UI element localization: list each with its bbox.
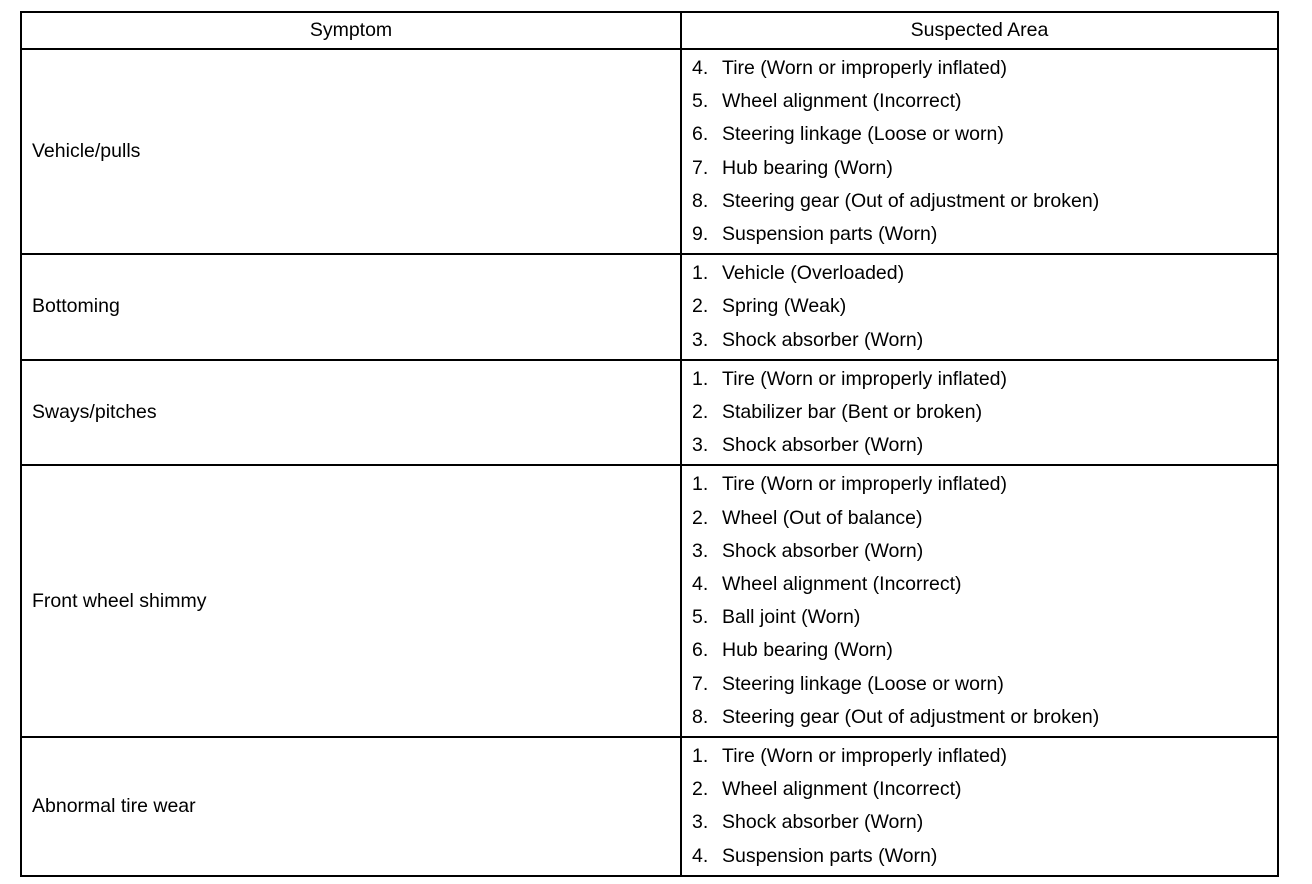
list-item bbox=[692, 806, 1277, 839]
item-number: 2. bbox=[692, 295, 709, 318]
item-text: Steering linkage (Loose or worn) bbox=[722, 672, 1004, 695]
item-number: 3. bbox=[692, 328, 709, 351]
item-text: Suspension parts (Worn) bbox=[722, 223, 938, 246]
item-text: Vehicle (Overloaded) bbox=[722, 262, 905, 285]
list-item bbox=[692, 568, 1277, 601]
item-number: 6. bbox=[692, 123, 709, 146]
list-item bbox=[692, 468, 1277, 501]
item-text: Steering gear (Out of adjustment or broken) bbox=[722, 705, 1100, 728]
table-body bbox=[21, 49, 1278, 876]
item-text: Wheel alignment (Incorrect) bbox=[722, 573, 962, 596]
suspected-area-list bbox=[692, 363, 1277, 463]
symptom-cell: Sways/pitches bbox=[21, 360, 681, 466]
list-item bbox=[692, 773, 1277, 806]
suspected-area-list bbox=[692, 257, 1277, 357]
symptom-cell: Front wheel shimmy bbox=[21, 465, 681, 737]
item-text: Shock absorber (Worn) bbox=[722, 328, 924, 351]
suspected-area-cell bbox=[681, 737, 1278, 876]
item-number: 3. bbox=[692, 811, 709, 834]
item-text: Ball joint (Worn) bbox=[722, 606, 861, 629]
table-row bbox=[21, 465, 1278, 737]
table-row bbox=[21, 49, 1278, 254]
item-text: Hub bearing (Worn) bbox=[722, 156, 893, 179]
list-item bbox=[692, 396, 1277, 429]
item-number: 9. bbox=[692, 223, 709, 246]
list-item bbox=[692, 152, 1277, 185]
suspected-area-cell bbox=[681, 254, 1278, 360]
suspected-area-list bbox=[692, 52, 1277, 251]
list-item bbox=[692, 257, 1277, 290]
item-text: Steering gear (Out of adjustment or broken) bbox=[722, 189, 1100, 212]
item-number: 4. bbox=[692, 57, 709, 79]
list-item bbox=[692, 185, 1277, 218]
item-number: 1. bbox=[692, 367, 709, 390]
list-item bbox=[692, 85, 1277, 118]
item-number: 1. bbox=[692, 473, 709, 496]
symptom-cell: Vehicle/pulls bbox=[21, 49, 681, 254]
item-text: Wheel (Out of balance) bbox=[722, 506, 923, 529]
symptom-cell: Abnormal tire wear bbox=[21, 737, 681, 876]
table-row bbox=[21, 360, 1278, 466]
item-text: Spring (Weak) bbox=[722, 295, 847, 318]
item-number: 3. bbox=[692, 434, 709, 457]
suspected-area-cell bbox=[681, 465, 1278, 737]
list-item bbox=[692, 535, 1277, 568]
list-item bbox=[692, 502, 1277, 535]
list-item bbox=[692, 840, 1277, 873]
item-number: 7. bbox=[692, 156, 709, 179]
header-symptom: Symptom bbox=[21, 12, 681, 49]
item-text: Shock absorber (Worn) bbox=[722, 811, 924, 834]
item-text: Suspension parts (Worn) bbox=[722, 844, 938, 867]
item-text: Shock absorber (Worn) bbox=[722, 434, 924, 457]
item-number: 4. bbox=[692, 844, 709, 867]
list-item bbox=[692, 290, 1277, 323]
header-suspected-area: Suspected Area bbox=[681, 12, 1278, 49]
suspected-area-list bbox=[692, 468, 1277, 734]
item-number: 3. bbox=[692, 539, 709, 562]
item-text: Hub bearing (Worn) bbox=[722, 639, 893, 662]
item-text: Wheel alignment (Incorrect) bbox=[722, 90, 962, 113]
item-text: Stabilizer bar (Bent or broken) bbox=[722, 401, 983, 424]
list-item bbox=[692, 668, 1277, 701]
list-item bbox=[692, 634, 1277, 667]
item-number: 6. bbox=[692, 639, 709, 662]
list-item bbox=[692, 740, 1277, 773]
list-item bbox=[692, 218, 1277, 251]
item-text: Tire (Worn or improperly inflated) bbox=[722, 57, 1007, 79]
list-item bbox=[692, 429, 1277, 462]
item-text: Steering linkage (Loose or worn) bbox=[722, 123, 1004, 146]
suspected-area-cell bbox=[681, 360, 1278, 466]
list-item bbox=[692, 52, 1277, 85]
item-text: Tire (Worn or improperly inflated) bbox=[722, 473, 1007, 496]
table-row bbox=[21, 254, 1278, 360]
list-item bbox=[692, 324, 1277, 357]
item-text: Shock absorber (Worn) bbox=[722, 539, 924, 562]
symptom-table bbox=[20, 11, 1279, 877]
header-row bbox=[21, 12, 1278, 49]
item-number: 1. bbox=[692, 745, 709, 768]
item-number: 5. bbox=[692, 90, 709, 113]
item-text: Wheel alignment (Incorrect) bbox=[722, 778, 962, 801]
list-item bbox=[692, 118, 1277, 151]
list-item bbox=[692, 601, 1277, 634]
item-number: 4. bbox=[692, 573, 709, 596]
item-number: 8. bbox=[692, 189, 709, 212]
item-number: 7. bbox=[692, 672, 709, 695]
item-number: 2. bbox=[692, 401, 709, 424]
item-number: 2. bbox=[692, 778, 709, 801]
item-number: 8. bbox=[692, 705, 709, 728]
item-text: Tire (Worn or improperly inflated) bbox=[722, 367, 1007, 390]
item-number: 1. bbox=[692, 262, 709, 285]
table-row bbox=[21, 737, 1278, 876]
list-item bbox=[692, 363, 1277, 396]
suspected-area-list bbox=[692, 740, 1277, 873]
symptom-cell: Bottoming bbox=[21, 254, 681, 360]
list-item bbox=[692, 701, 1277, 734]
item-number: 5. bbox=[692, 606, 709, 629]
item-text: Tire (Worn or improperly inflated) bbox=[722, 745, 1007, 768]
suspected-area-cell bbox=[681, 49, 1278, 254]
item-number: 2. bbox=[692, 506, 709, 529]
